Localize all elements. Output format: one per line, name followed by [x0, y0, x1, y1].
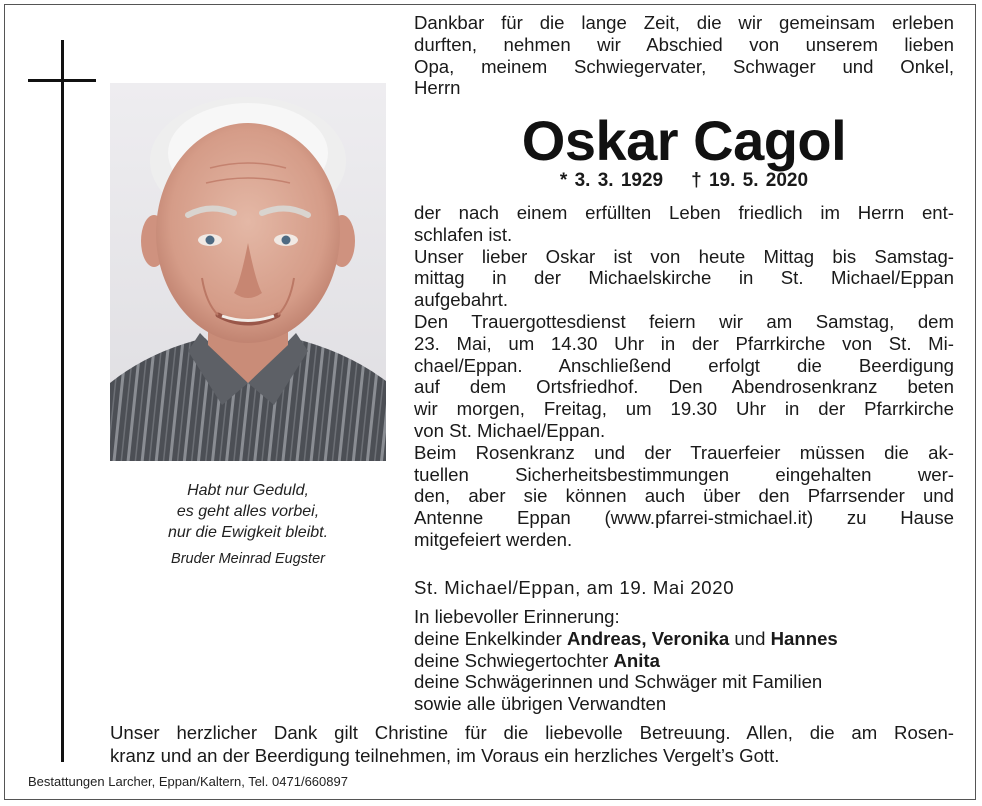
body-line: den, aber sie können auch über den Pfarrsender und [414, 485, 954, 507]
thanks-text [110, 722, 954, 767]
body-line: mittag in der Michaelskirche in St. Michael/Eppan [414, 267, 954, 289]
intro-line: Herrn [414, 77, 461, 99]
place-date [414, 577, 954, 599]
siblings-line: deine Schwägerinnen und Schwäger mit Familien [414, 671, 823, 693]
daughter-name: Anita [613, 649, 660, 671]
quote-line: nur die Ewigkeit bleibt. [167, 524, 329, 541]
portrait-photo [110, 83, 386, 461]
body-line: tuellen Sicherheitsbestimmungen eingehalten wer- [414, 463, 954, 485]
body-line: aufgebahrt. [414, 289, 509, 311]
death-date: † 19. 5. 2020 [691, 170, 809, 191]
intro-line: durften, nehmen wir Abschied von unserem lieben [414, 33, 954, 55]
cross-icon [61, 40, 64, 762]
grandchildren-line [414, 628, 954, 650]
body-line: Antenne Eppan (www.pfarrei-stmichael.it) zu Hause [414, 507, 954, 529]
grandchildren-names-b: Hannes [770, 627, 838, 649]
daughter-prefix: deine Schwiegertochter [414, 649, 614, 671]
quote-line: es geht alles vorbei, [176, 503, 320, 520]
thanks-line: kranz und an der Beerdigung teilnehmen, im Voraus ein herzliches Vergelt’s Gott. [110, 744, 780, 766]
birth-date: * 3. 3. 1929 [559, 170, 664, 191]
quote-author: Bruder Meinrad Eugster [171, 551, 325, 567]
quote-line: Habt nur Geduld, [187, 482, 309, 499]
thanks-line: Unser herzlicher Dank gilt Christine für die liebevolle Betreuung. Allen, die am Rosen- [110, 722, 954, 743]
place-date-text: St. Michael/Eppan, am 19. Mai 2020 [414, 577, 735, 598]
closing-intro: In liebevoller Erinnerung: [414, 606, 620, 627]
body-line: mitgefeiert werden. [414, 528, 573, 550]
body-line: Unser lieber Oskar ist von heute Mittag bis Samstag- [414, 245, 954, 267]
intro-line: Opa, meinem Schwiegervater, Schwager und Onkel, [414, 55, 954, 77]
life-dates [414, 170, 954, 192]
grandchildren-and: und [729, 627, 771, 649]
intro-text [414, 12, 954, 99]
mourners-list [414, 606, 954, 715]
body-line: der nach einem erfüllten Leben friedlich im Herrn ent- [414, 202, 954, 223]
intro-line: Dankbar für die lange Zeit, die wir gemeinsam erleben [414, 12, 954, 33]
body-line: wir morgen, Freitag, um 19.30 Uhr in der Pfarrkirche [414, 398, 954, 420]
body-line: auf dem Ortsfriedhof. Den Abendrosenkranz beten [414, 376, 954, 398]
cross-icon-beam [28, 79, 96, 82]
body-line: Den Trauergottesdienst feiern wir am Samstag, dem [414, 310, 954, 332]
funeral-home-footer: Bestattungen Larcher, Eppan/Kaltern, Tel. 0471/660897 [28, 774, 348, 789]
body-line: schlafen ist. [414, 223, 513, 245]
memorial-quote [110, 480, 386, 570]
deceased-name: Oskar Cagol [521, 109, 847, 172]
grandchildren-names-a: Andreas, Veronika [566, 627, 730, 649]
announcement-body [414, 202, 954, 551]
grandchildren-prefix: deine Enkelkinder [414, 627, 567, 649]
body-line: chael/Eppan. Anschließend erfolgt die Beerdigung [414, 354, 954, 376]
body-line: 23. Mai, um 14.30 Uhr in der Pfarrkirche von St. Mi- [414, 332, 954, 354]
body-line: von St. Michael/Eppan. [414, 419, 606, 441]
daughter-in-law-line [414, 650, 954, 672]
body-line: Beim Rosenkranz und der Trauerfeier müssen die ak- [414, 441, 954, 463]
relatives-line: sowie alle übrigen Verwandten [414, 693, 667, 715]
